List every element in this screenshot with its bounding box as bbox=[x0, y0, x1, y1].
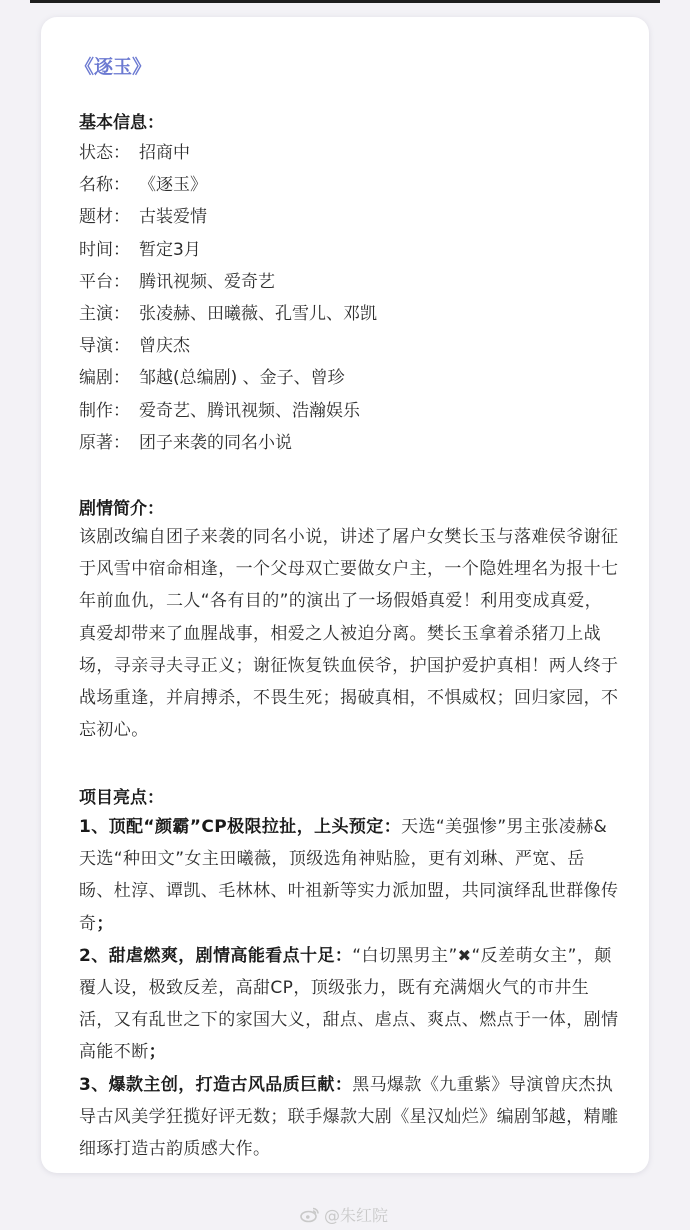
info-label: 原著： bbox=[79, 432, 130, 453]
highlights-heading: 项目亮点： bbox=[79, 788, 164, 808]
basic-info-list bbox=[79, 137, 377, 459]
info-row-genre bbox=[79, 201, 377, 233]
info-label: 题材： bbox=[79, 207, 130, 228]
info-label: 导演： bbox=[79, 336, 130, 357]
info-value: 邹越(总编剧) 、金子、曾珍 bbox=[139, 368, 345, 389]
info-label: 编剧： bbox=[79, 368, 130, 389]
highlight-1-end: ； bbox=[96, 913, 114, 934]
info-value: 古装爱情 bbox=[139, 207, 207, 228]
synopsis-heading: 剧情简介： bbox=[79, 499, 164, 519]
info-value: 爱奇艺、腾讯视频、浩瀚娱乐 bbox=[139, 400, 360, 421]
highlight-1-text: 天选“美强惨”男主张凌赫&天选“种田文”女主田曦薇，顶级选角神贴脸，更有刘琳、严宽、岳旸、杜淳、谭凯、毛林林、叶祖新等实力派加盟，共同演绎乱世群像传奇 bbox=[79, 817, 619, 934]
info-value: 曾庆杰 bbox=[139, 336, 190, 357]
highlights-body bbox=[79, 811, 619, 1165]
synopsis-text: 该剧改编自团子来袭的同名小说，讲述了屠户女樊长玉与落难侯爷谢征于风雪中宿命相逢，一个父母双亡要做女户主，一个隐姓埋名为报十七年前血仇，二人“各有目的”的演出了一场假婚真爱！利用变成真爱，真爱却带来了血腥战事，相爱之人被迫分离。樊长玉拿着杀猪刀上战场，寻亲寻夫寻正义；谢征恢复铁血侯爷，护国护爱护真相！两人终于战场重逢，并肩搏杀，不畏生死；揭破真相，不惧威权；回归家园，不忘初心。 bbox=[79, 527, 619, 741]
info-row-name bbox=[79, 169, 377, 201]
info-value: 招商中 bbox=[139, 143, 190, 163]
info-value: 腾讯视频、爱奇艺 bbox=[139, 271, 275, 292]
info-label: 平台： bbox=[79, 271, 130, 292]
weibo-icon bbox=[300, 1206, 320, 1223]
highlight-item-2 bbox=[79, 940, 619, 1069]
info-value: 暂定3月 bbox=[139, 239, 201, 260]
info-row-director bbox=[79, 330, 377, 362]
info-row-status bbox=[79, 137, 377, 169]
cross-mark-icon: ✖ bbox=[457, 945, 472, 965]
top-edge-bar bbox=[30, 0, 660, 3]
highlight-3-text: 黑马爆款《九重紫》导演曾庆杰执导古风美学狂揽好评无数；联手爆款大剧《星汉灿烂》编剧邹越，精雕细琢打造古韵质感大作。 bbox=[79, 1074, 619, 1160]
info-row-platform bbox=[79, 266, 377, 298]
info-label: 名称： bbox=[79, 175, 130, 196]
drama-title: 《逐玉》 bbox=[75, 56, 152, 78]
watermark-text: @朱红院 bbox=[324, 1206, 389, 1225]
info-row-cast bbox=[79, 298, 377, 330]
info-value: 张凌赫、田曦薇、孔雪儿、邓凯 bbox=[139, 303, 377, 324]
info-row-time bbox=[79, 234, 377, 266]
highlight-2-heading: 2、甜虐燃爽，剧情高能看点十足： bbox=[79, 945, 353, 966]
info-value: 《逐玉》 bbox=[139, 175, 207, 196]
info-row-original bbox=[79, 427, 377, 459]
info-label: 制作： bbox=[79, 400, 130, 421]
highlight-2-text-a: “白切黑男主” bbox=[352, 945, 458, 966]
basic-info-heading: 基本信息： bbox=[79, 113, 164, 133]
info-value: 团子来袭的同名小说 bbox=[139, 432, 292, 453]
info-label: 状态： bbox=[79, 143, 130, 163]
info-row-screenwriter bbox=[79, 362, 377, 394]
highlight-1-heading: 1、顶配“颜霸”CP极限拉扯，上头预定： bbox=[79, 817, 402, 837]
highlight-item-3 bbox=[79, 1069, 619, 1166]
watermark bbox=[300, 1203, 388, 1226]
highlight-item-1 bbox=[79, 811, 619, 940]
highlight-3-heading: 3、爆款主创，打造古风品质巨献： bbox=[79, 1074, 353, 1095]
info-row-production bbox=[79, 395, 377, 427]
highlight-2-end: ； bbox=[148, 1042, 167, 1063]
info-label: 主演： bbox=[79, 303, 130, 324]
info-label: 时间： bbox=[79, 239, 130, 260]
highlight-2-text-b: “反差萌女主”，颠覆人设，极致反差，高甜CP，顶级张力，既有充满烟火气的市井生活，又有乱世之下的家国大义，甜点、虐点、爽点、燃点于一体，剧情高能不断 bbox=[79, 945, 619, 1063]
